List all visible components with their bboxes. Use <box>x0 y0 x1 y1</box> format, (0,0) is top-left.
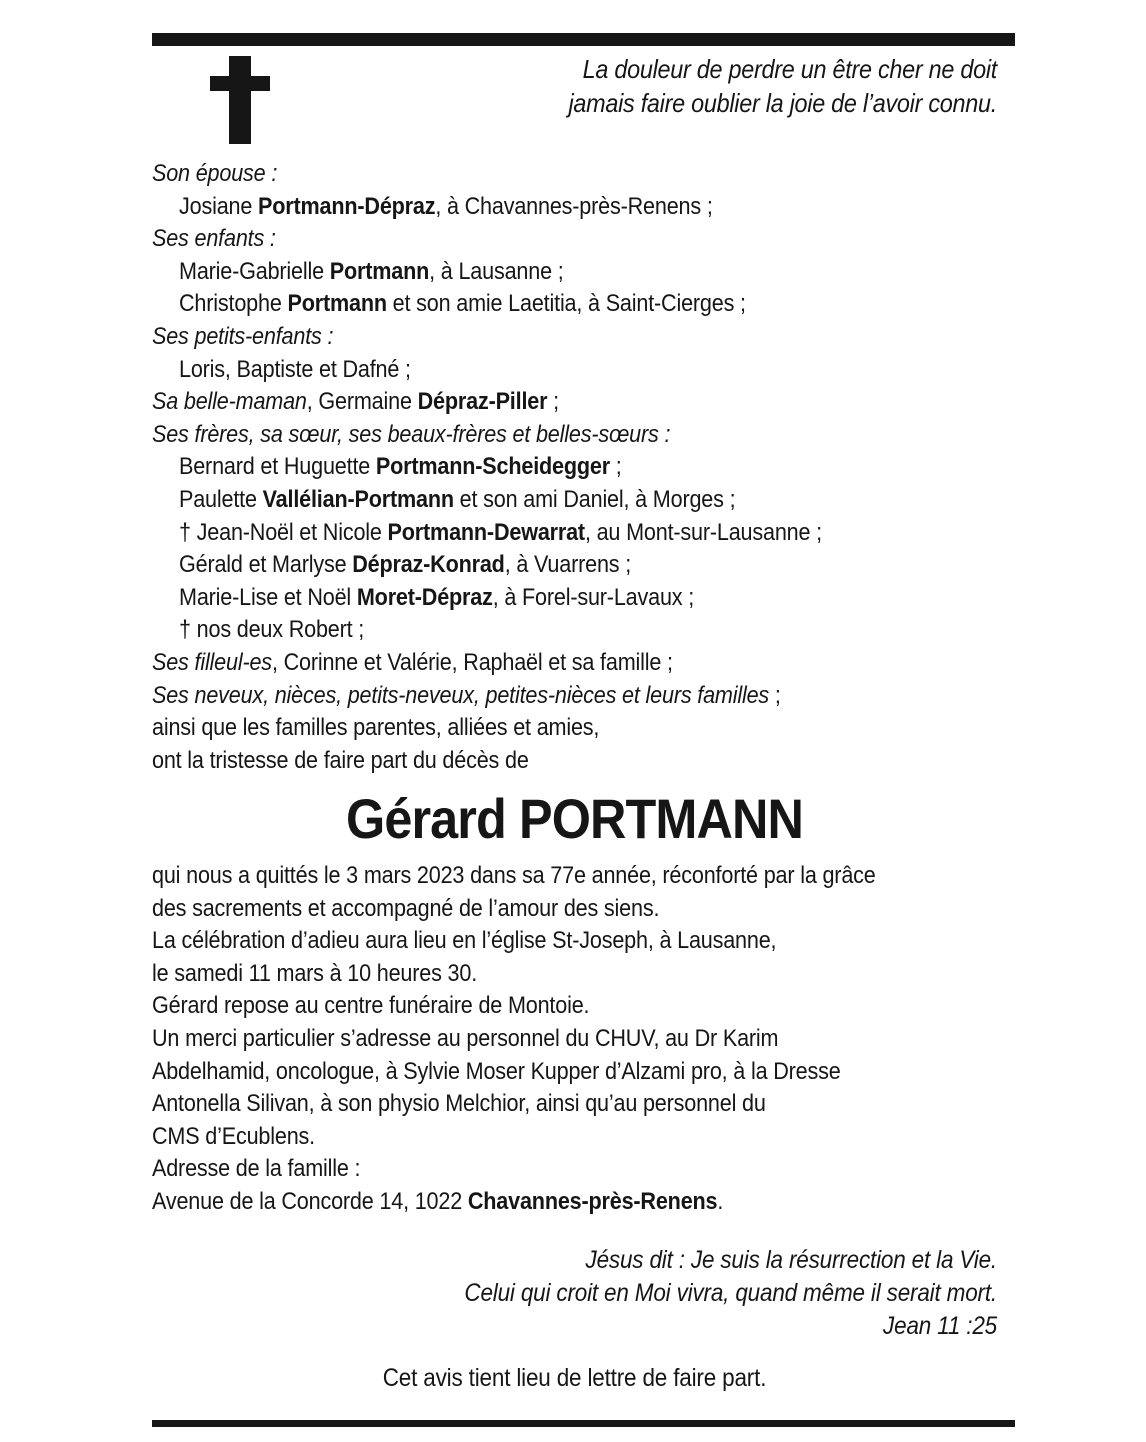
verse-line <box>237 1244 998 1277</box>
text-segment: Christophe <box>179 290 288 318</box>
family-list <box>152 158 1016 777</box>
notice-line <box>152 958 1016 991</box>
text-segment: et son amie Laetitia, à Saint-Cierges ; <box>386 290 746 318</box>
text-segment: CMS d’Ecublens. <box>152 1122 315 1150</box>
text-segment: La célébration d’adieu aura lieu en l’église St-Joseph, à Lausanne, <box>152 927 777 955</box>
text-segment: , à Vuarrens ; <box>504 551 632 579</box>
scripture-verse <box>237 1244 998 1343</box>
family-line <box>152 549 1016 582</box>
family-line <box>152 223 1016 256</box>
notice-line <box>152 1088 1016 1121</box>
text-segment: ; <box>547 388 559 416</box>
verse-reference: Jean 11 :25 <box>883 1312 997 1340</box>
deceased-name: Gérard PORTMANN <box>346 787 803 850</box>
text-segment: † Jean-Noël et Nicole <box>179 518 388 546</box>
text-segment: Portmann-Scheidegger <box>375 453 610 481</box>
text-segment: ; <box>609 453 622 481</box>
epigraph-line <box>237 86 998 120</box>
text-segment: Bernard et Huguette <box>179 453 376 481</box>
text-segment: Ses neveux, nièces, petits-neveux, petites-nièces et leurs familles <box>152 681 770 709</box>
text-segment: ainsi que les familles parentes, alliées et amies, <box>152 714 600 742</box>
text-segment: Josiane <box>179 192 259 220</box>
notice-line <box>152 1056 1016 1089</box>
family-line <box>152 288 1016 321</box>
top-rule <box>152 33 1015 46</box>
family-line <box>152 647 1016 680</box>
closing-note: Cet avis tient lieu de lettre de faire part. <box>382 1364 767 1392</box>
text-segment: Portmann <box>329 257 430 285</box>
text-segment: et son ami Daniel, à Morges ; <box>453 485 736 513</box>
family-line <box>152 582 1016 615</box>
text-segment: La douleur de perdre un être cher ne doit <box>582 54 997 84</box>
text-segment: Abdelhamid, oncologue, à Sylvie Moser Kupper d’Alzami pro, à la Dresse <box>152 1057 841 1085</box>
text-segment: Gérald et Marlyse <box>179 551 353 579</box>
family-line <box>152 614 1016 647</box>
text-segment: Un merci particulier s’adresse au personnel du CHUV, au Dr Karim <box>152 1024 779 1052</box>
notice-line <box>152 893 1016 926</box>
notice-line <box>152 990 1016 1023</box>
family-line <box>152 256 1016 289</box>
text-segment: Moret-Dépraz <box>356 583 493 611</box>
text-segment: Vallélian-Portmann <box>262 485 454 513</box>
verse-lines <box>237 1244 998 1310</box>
text-segment: , à Lausanne ; <box>429 257 564 285</box>
family-line <box>152 419 1016 452</box>
family-line <box>152 484 1016 517</box>
text-segment: Sa belle-maman <box>152 388 307 416</box>
notice-line <box>152 1121 1016 1154</box>
text-segment: , Germaine <box>306 388 418 416</box>
notice-line <box>152 925 1016 958</box>
family-line <box>152 745 1016 778</box>
text-segment: le samedi 11 mars à 10 heures 30. <box>152 959 478 987</box>
verse-line <box>237 1277 998 1310</box>
notice-paragraph <box>152 860 1016 1219</box>
family-line <box>152 321 1016 354</box>
text-segment: Chavannes-près-Renens <box>467 1187 718 1215</box>
notice-line <box>152 1023 1016 1056</box>
text-segment: Gérard repose au centre funéraire de Montoie. <box>152 992 590 1020</box>
text-segment: Son épouse : <box>152 160 278 187</box>
text-segment: , Corinne et Valérie, Raphaël et sa famille ; <box>271 648 673 676</box>
text-segment: Marie-Lise et Noël <box>179 583 357 611</box>
text-segment: Ses frères, sa sœur, ses beaux-frères et belles-sœurs : <box>152 420 671 448</box>
text-segment: Ses enfants : <box>152 225 276 253</box>
text-segment: qui nous a quittés le 3 mars 2023 dans sa 77e année, réconforté par la grâce <box>152 862 876 889</box>
text-segment: Ses filleul-es <box>152 648 272 676</box>
text-segment: jamais faire oublier la joie de l’avoir connu. <box>568 88 997 118</box>
text-segment: Portmann <box>287 290 387 318</box>
bottom-rule <box>152 1420 1015 1427</box>
notice-line <box>152 1153 1016 1186</box>
text-segment: des sacrements et accompagné de l’amour des siens. <box>152 894 660 922</box>
notice-line <box>152 1186 1016 1219</box>
epigraph <box>237 52 998 120</box>
family-line <box>152 386 1016 419</box>
text-segment: Loris, Baptiste et Dafné ; <box>179 355 411 383</box>
text-segment: , à Chavannes-près-Renens ; <box>435 192 713 220</box>
family-line <box>152 680 1016 713</box>
text-segment: Jésus dit : Je suis la résurrection et la Vie. <box>585 1246 997 1274</box>
text-segment: ; <box>769 681 781 709</box>
text-segment: † nos deux Robert ; <box>179 616 365 644</box>
text-segment: , à Forel-sur-Lavaux ; <box>492 583 695 611</box>
text-segment: , au Mont-sur-Lausanne ; <box>584 518 822 546</box>
text-segment: Portmann-Dewarrat <box>387 518 585 546</box>
text-segment: Adresse de la famille : <box>152 1155 361 1183</box>
text-segment: . <box>717 1187 724 1215</box>
family-line <box>152 517 1016 550</box>
family-line <box>152 191 1016 224</box>
family-line <box>152 158 1016 191</box>
text-segment: Marie-Gabrielle <box>179 257 330 285</box>
notice-line <box>152 860 1016 893</box>
text-segment: Avenue de la Concorde 14, 1022 <box>152 1187 468 1215</box>
epigraph-line <box>237 52 998 86</box>
text-segment: Dépraz-Piller <box>417 388 548 416</box>
text-segment: Celui qui croit en Moi vivra, quand même il serait mort. <box>464 1279 997 1307</box>
family-line <box>152 712 1016 745</box>
family-line <box>152 451 1016 484</box>
text-segment: Ses petits-enfants : <box>152 322 334 350</box>
text-segment: Portmann-Dépraz <box>258 192 436 220</box>
text-segment: Dépraz-Konrad <box>352 551 505 579</box>
text-segment: Antonella Silivan, à son physio Melchior, ainsi qu’au personnel du <box>152 1090 766 1118</box>
text-segment: Paulette <box>179 485 263 513</box>
family-line <box>152 354 1016 387</box>
text-segment: ont la tristesse de faire part du décès de <box>152 746 529 774</box>
